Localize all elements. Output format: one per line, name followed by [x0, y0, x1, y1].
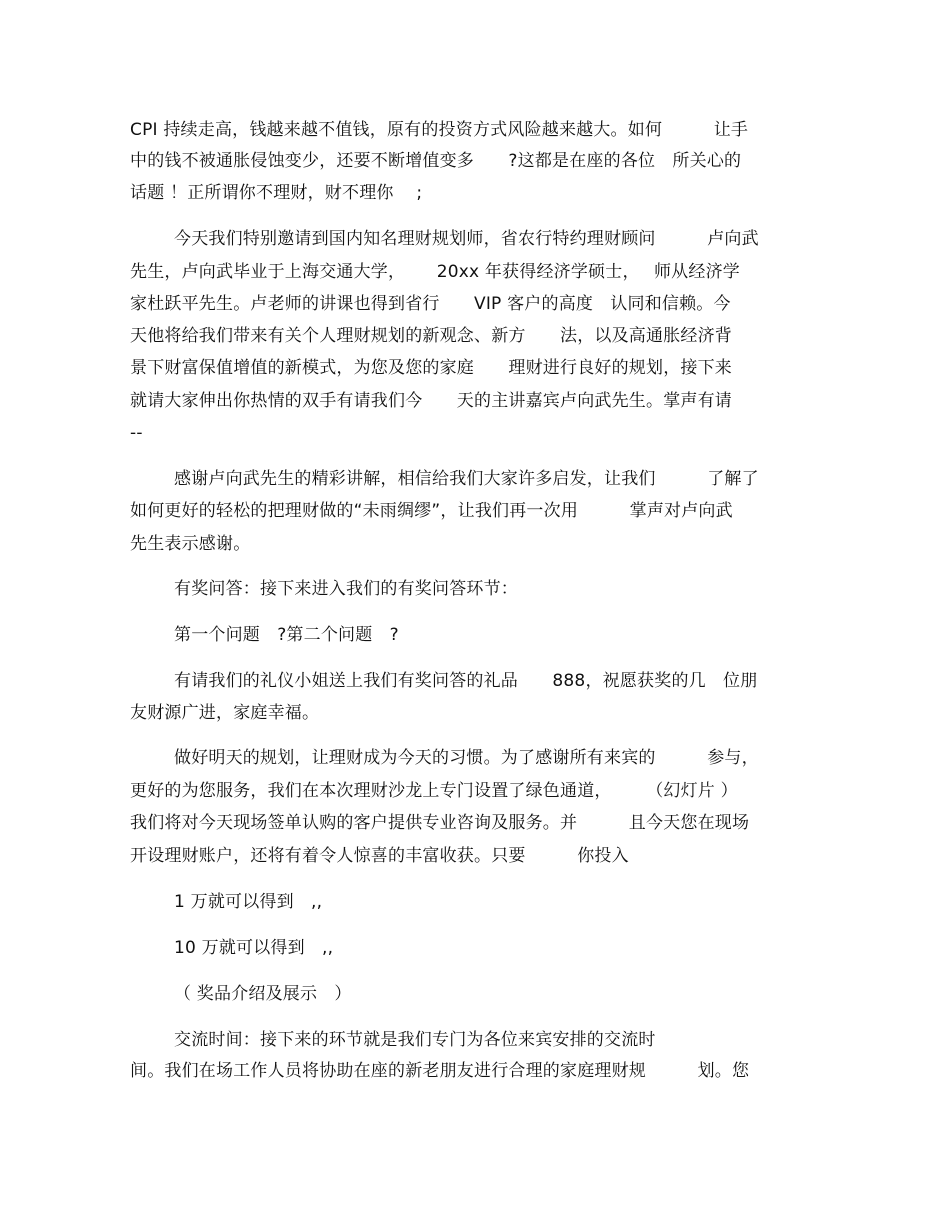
- text-line: 感谢卢向武先生的精彩讲解，相信给我们大家许多启发，让我们 了解了: [174, 469, 759, 489]
- text-line: 更好的为您服务，我们在本次理财沙龙上专门设置了绿色通道， （幻灯片 ）: [130, 781, 738, 801]
- text-line: 我们将对今天现场签单认购的客户提供专业咨询及服务。并 且今天您在现场: [130, 813, 750, 833]
- text-line: 开设理财账户，还将有着令人惊喜的丰富收获。只要 你投入: [130, 846, 629, 866]
- text-line: CPI 持续走高，钱越来越不值钱，原有的投资方式风险越来越大。如何 让手: [130, 120, 749, 140]
- text-line: 景下财富保值增值的新模式，为您及您的家庭 理财进行良好的规划，接下来: [130, 358, 732, 378]
- text-line: --: [130, 423, 143, 443]
- text-line: 10 万就可以得到 ,,: [174, 938, 334, 958]
- text-line: 有请我们的礼仪小姐送上我们有奖问答的礼品 888，祝愿获奖的几 位朋: [174, 671, 758, 691]
- text-line: 天他将给我们带来有关个人理财规划的新观念、新方 法，以及高通胀经济背: [130, 326, 732, 346]
- text-line: 交流时间：接下来的环节就是我们专门为各位来宾安排的交流时: [174, 1030, 656, 1050]
- text-line: 做好明天的规划，让理财成为今天的习惯。为了感谢所有来宾的 参与，: [174, 748, 759, 768]
- text-line: 家杜跃平先生。卢老师的讲课也得到省行 VIP 客户的高度 认同和信赖。今: [130, 294, 731, 314]
- text-line: 有奖问答：接下来进入我们的有奖问答环节：: [174, 579, 518, 599]
- text-line: 友财源广进，家庭幸福。: [130, 703, 320, 723]
- text-line: 间。我们在场工作人员将协助在座的新老朋友进行合理的家庭理财规 划。您: [130, 1061, 750, 1081]
- text-line: 1 万就可以得到 ,,: [174, 892, 323, 912]
- text-line: 就请大家伸出你热情的双手有请我们今 天的主讲嘉宾卢向武先生。掌声有请: [130, 391, 732, 411]
- text-line: 如何更好的轻松的把理财做的“未雨绸缪”，让我们再一次用 掌声对卢向武: [130, 501, 733, 521]
- text-line: 中的钱不被通胀侵蚀变少，还要不断增值变多 ?这都是在座的各位 所关心的: [130, 151, 742, 171]
- text-line: 今天我们特别邀请到国内知名理财规划师，省农行特约理财顾问 卢向武: [174, 229, 759, 249]
- text-line: 第一个问题 ?第二个问题 ?: [174, 625, 399, 645]
- text-line: 先生，卢向武毕业于上海交通大学， 20xx 年获得经济学硕士， 师从经济学: [130, 262, 740, 282]
- text-line: （ 奖品介绍及展示 ）: [174, 984, 352, 1004]
- text-line: 话题 ！正所谓你不理财，财不理你 ;: [130, 183, 423, 203]
- text-line: 先生表示感谢。: [130, 534, 251, 554]
